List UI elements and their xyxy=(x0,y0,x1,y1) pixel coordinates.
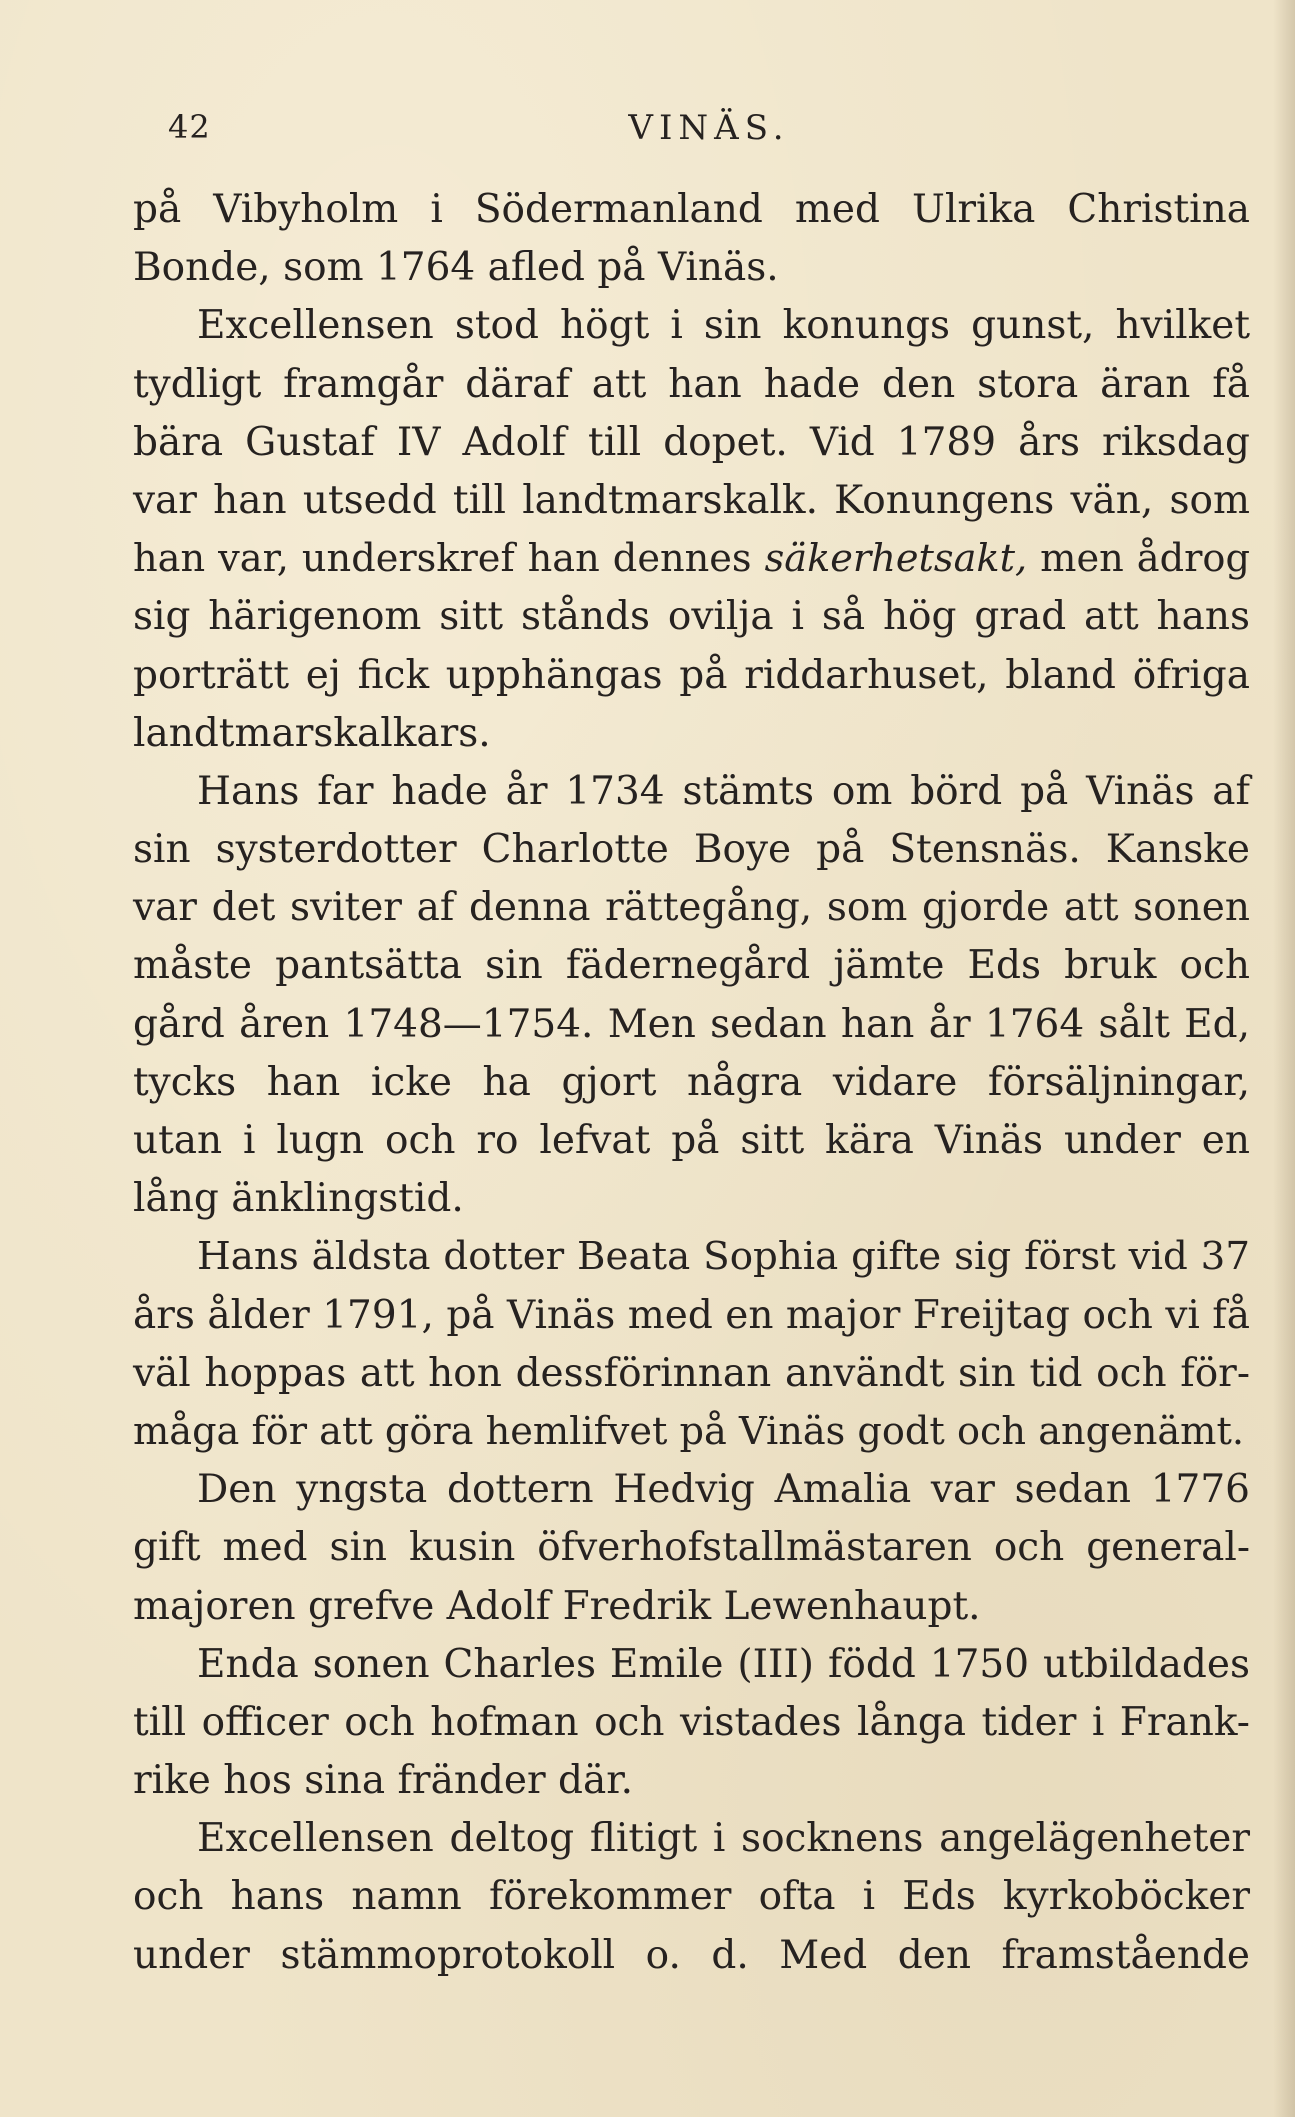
text-line: till officer och hofman och vistades långa tider i Frank- xyxy=(133,1699,1250,1745)
page-number: 42 xyxy=(168,108,211,146)
text-line: måste pantsätta sin fädernegård jämte Eds bruk och xyxy=(133,943,1250,989)
text-line: utan i lugn och ro lefvat på sitt kära Vinäs under en xyxy=(133,1118,1250,1163)
text-line: på Vibyholm i Södermanland med Ulrika Christina xyxy=(133,187,1250,232)
page-header xyxy=(168,108,1250,158)
paragraph-first-line: Excellensen stod högt i sin konungs gunst, hvilket xyxy=(197,303,1250,349)
body-text xyxy=(133,181,1250,1985)
text-line: gård åren 1748—1754. Men sedan han år 1764 sålt Ed, xyxy=(133,1001,1250,1047)
text-line: lång änklingstid. xyxy=(133,1176,464,1222)
text-fragment: han var, underskref han dennes xyxy=(133,536,765,582)
text-line: landtmarskalkars. xyxy=(133,710,491,756)
text-line: sig härigenom sitt stånds ovilja i så hög grad att hans xyxy=(133,594,1250,640)
paragraph-first-line: Enda sonen Charles Emile (III) född 1750 utbildades xyxy=(197,1641,1250,1687)
text-line: under stämmoprotokoll o. d. Med den framstående xyxy=(133,1932,1250,1978)
text-line: gift med sin kusin öfverhofstallmästaren och general- xyxy=(133,1525,1250,1571)
text-line: Bonde, som 1764 afled på Vinäs. xyxy=(133,245,779,291)
page-edge-shadow xyxy=(1273,0,1295,2117)
text-line: majoren grefve Adolf Fredrik Lewenhaupt. xyxy=(133,1583,981,1629)
text-line: var det sviter af denna rättegång, som gjorde att sonen xyxy=(133,885,1250,931)
text-line: tydligt framgår däraf att han hade den stora äran få xyxy=(133,361,1250,407)
text-line: och hans namn förekommer ofta i Eds kyrkoböcker xyxy=(133,1874,1250,1920)
paragraph-first-line: Hans äldsta dotter Beata Sophia gifte sig först vid 37 xyxy=(197,1234,1250,1280)
emphasized-term: säkerhetsakt, xyxy=(764,536,1028,582)
text-line: rike hos sina fränder där. xyxy=(133,1758,633,1804)
text-line: års ålder 1791, på Vinäs med en major Freijtag och vi få xyxy=(133,1292,1250,1338)
text-line-with-emphasis xyxy=(133,530,1250,588)
text-line: bära Gustaf IV Adolf till dopet. Vid 1789 års riksdag xyxy=(133,419,1250,465)
text-line: var han utsedd till landtmarskalk. Konungens vän, som xyxy=(133,477,1250,523)
text-line: sin systerdotter Charlotte Boye på Stensnäs. Kanske xyxy=(133,827,1250,873)
paragraph-first-line: Den yngsta dottern Hedvig Amalia var sedan 1776 xyxy=(197,1467,1250,1513)
text-line: porträtt ej fick upphängas på riddarhuset, bland öfriga xyxy=(133,652,1250,698)
paragraph-first-line: Excellensen deltog flitigt i socknens angelägenheter xyxy=(197,1816,1250,1862)
text-line: tycks han icke ha gjort några vidare försäljningar, xyxy=(133,1059,1250,1105)
running-head: VINÄS. xyxy=(628,108,790,148)
paragraph-first-line: Hans far hade år 1734 stämts om börd på Vinäs af xyxy=(197,768,1250,814)
text-fragment: men ådrog xyxy=(1027,536,1250,582)
text-line: måga för att göra hemlifvet på Vinäs godt och angenämt. xyxy=(133,1408,1244,1454)
text-line: väl hoppas att hon dessförinnan användt sin tid och för- xyxy=(133,1350,1250,1396)
